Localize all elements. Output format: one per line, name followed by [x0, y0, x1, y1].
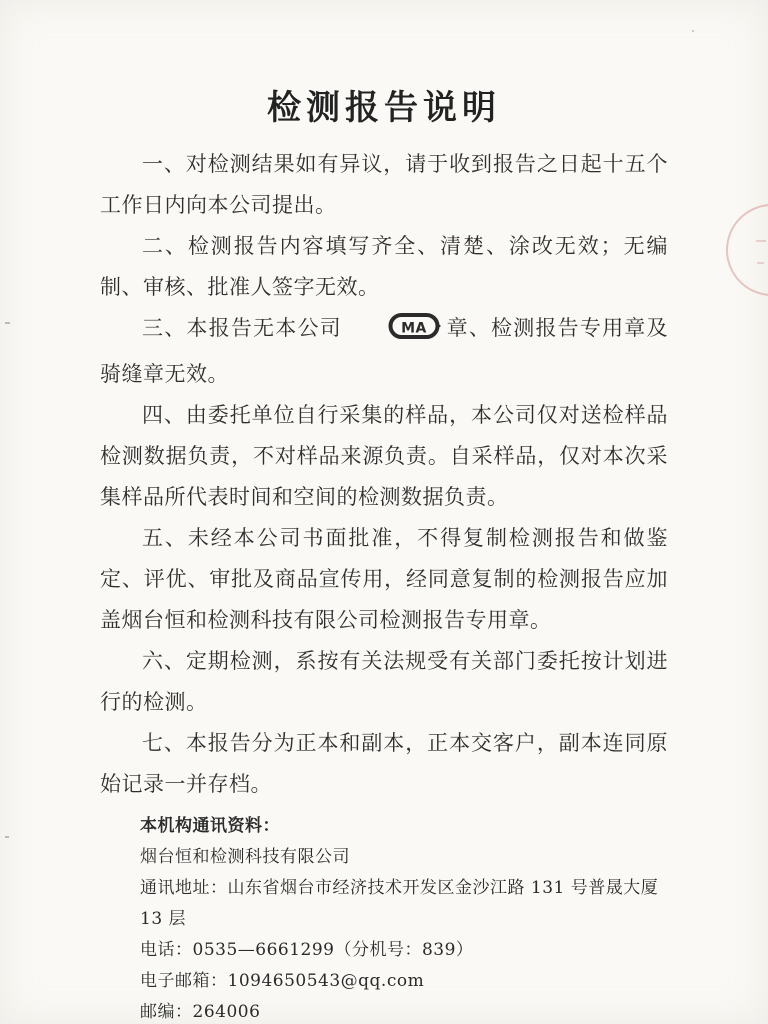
contact-postcode: 邮编：264006 [140, 1002, 261, 1022]
scan-speck [5, 836, 9, 838]
paragraph-6: 六、定期检测，系按有关法规受有关部门委托按计划进行的检测。 [100, 649, 668, 714]
paragraph-7: 七、本报告分为正本和副本，正本交客户，副本连同原始记录一并存档。 [100, 731, 668, 796]
contact-phone: 电话：0535—6661299（分机号：839） [140, 940, 474, 960]
paragraph-3 [100, 308, 668, 395]
paragraph-1: 一、对检测结果如有异议，请于收到报告之日起十五个工作日内向本公司提出。 [100, 152, 668, 217]
stamp-text-fragment [756, 240, 766, 242]
company-name: 烟台恒和检测科技有限公司 [140, 847, 350, 867]
cma-mark-icon [346, 312, 442, 354]
stamp-text-fragment [757, 262, 764, 264]
cma-mark-label: MA [401, 320, 427, 337]
partial-red-seal-stamp [726, 204, 768, 296]
scan-speck [5, 322, 10, 324]
page-title: 检测报告说明 [267, 88, 501, 128]
paragraph-2: 二、检测报告内容填写齐全、清楚、涂改无效；无编制、审核、批准人签字无效。 [100, 234, 668, 299]
contact-email: 电子邮箱：1094650543@qq.com [140, 971, 425, 991]
document-body [100, 144, 668, 805]
contact-info-block [140, 811, 668, 1024]
paragraph-4: 四、由委托单位自行采集的样品，本公司仅对送检样品检测数据负责，不对样品来源负责。自采样品，仅对本次采集样品所代表时间和空间的检测数据负责。 [100, 403, 668, 509]
scan-speck [692, 30, 694, 32]
paragraph-5: 五、未经本公司书面批准，不得复制检测报告和做鉴定、评优、审批及商品宣传用，经同意复制的检测报告应加盖烟台恒和检测科技有限公司检测报告专用章。 [100, 526, 668, 632]
paragraph-3-before-text: 三、本报告无本公司 [142, 316, 342, 340]
contact-address: 通讯地址：山东省烟台市经济技术开发区金沙江路 131 号普晟大厦 13 层 [140, 878, 659, 929]
paragraph-3-after-text: 章、检测报告专用章及骑缝章无效。 [100, 316, 669, 386]
contact-heading: 本机构通讯资料： [140, 816, 280, 836]
